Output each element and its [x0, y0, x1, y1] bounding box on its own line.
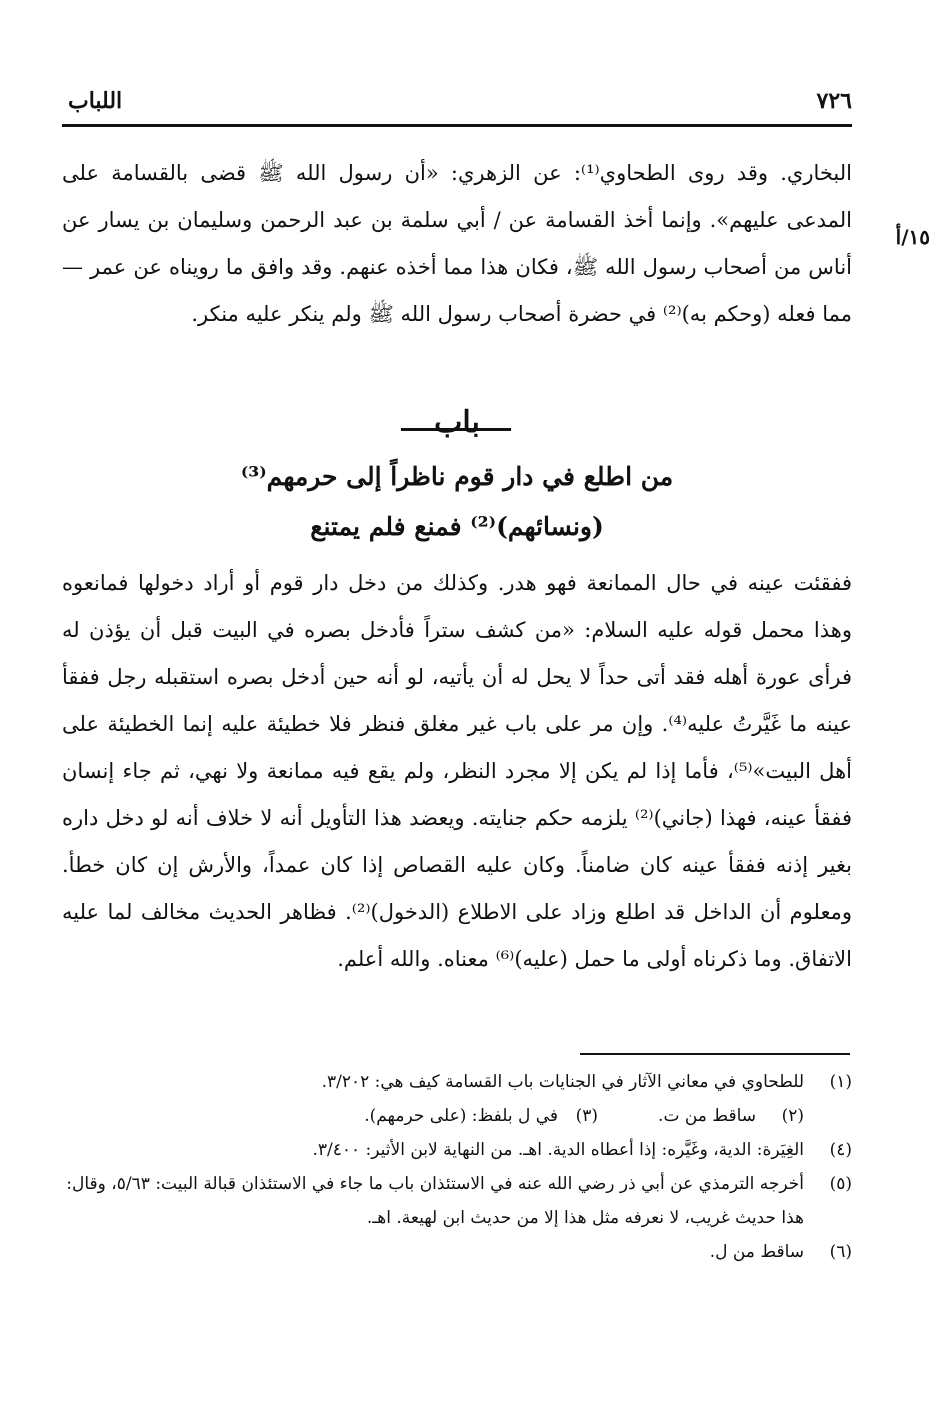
- footnote: [62, 1065, 852, 1099]
- running-title: اللباب: [68, 88, 123, 114]
- footnote-number: (٥): [829, 1174, 852, 1194]
- footnote-text: أخرجه الترمذي عن أبي ذر رضي الله عنه في الاستئذان باب ما جاء في الاستئذان قبالة البيت: ٥/٦٣، وقال: هذا حديث غريب، لا نعرفه مثل هذا إلا من حديث ابن لهيعة. اهـ.: [66, 1174, 804, 1228]
- footnotes-list: [62, 1065, 852, 1269]
- chapter-title-line-2: (ونسائهم)⁽²⁾ فمنع فلم يمتنع: [310, 512, 604, 541]
- paragraph-1: البخاري. وقد روى الطحاوي⁽¹⁾: عن الزهري: «أن رسول الله ﷺ قضى بالقسامة على المدعى عليهم». وإنما أخذ القسامة عن / أبي سلمة بن عبد الرحمن وسليمان بن يسار عن أناس من أصحاب رسول الله ﷺ، فكان هذا مما أخذه عنهم. وقد وافق ما رويناه عن عمر — مما فعله (وحكم به)⁽²⁾ في حضرة أصحاب رسول الله ﷺ ولم ينكر عليه منكر.: [62, 161, 852, 326]
- manuscript-folio-marker: ١٥/أ: [895, 225, 930, 249]
- paragraph-2: ففقئت عينه في حال الممانعة فهو هدر. وكذلك من دخل دار قوم أو أراد دخولها فمانعوه وهذا محمل قوله عليه السلام: «من كشف ستراً فأدخل بصره في البيت قبل أن يؤذن له فرأى عورة أهله فقد أتى حداً لا يحل له أن يأتيه، لو أنه حين أدخل بصره استقبله رجل ففقأ عينه ما غَيَّرتُ عليه⁽⁴⁾. وإن مر على باب غير مغلق فنظر فلا خطيئة عليه إنما الخطيئة على أهل البيت»⁽⁵⁾، فأما إذا لم يكن إلا مجرد النظر، ولم يقع فيه ممانعة ولا نهي، ثم جاء إنسان ففقأ عينه، فهذا (جاني)⁽²⁾ يلزمه حكم جنايته. ويعضد هذا التأويل أنه لا خلاف أنه لو دخل داره بغير إذنه ففقأ عينه كان ضامناً. وكان عليه القصاص إذا كان عمداً، والأرش إن كان خطأ. ومعلوم أن الداخل قد اطلع وزاد على الاطلاع (الدخول)⁽²⁾. فظاهر الحديث مخالف لما عليه الاتفاق. وما ذكرناه أولى ما حمل (عليه)⁽⁶⁾ معناه. والله أعلم.: [62, 571, 853, 971]
- chapter-heading-underline: [401, 428, 511, 431]
- footnote-text: في ل بلفظ: (على حرمهم).: [364, 1106, 559, 1126]
- chapter-heading-bab: باب: [434, 405, 480, 440]
- page-number: ٧٢٦: [816, 88, 852, 114]
- footnote-number: (١): [829, 1072, 852, 1092]
- footnote-text: للطحاوي في معاني الآثار في الجنايات باب القسامة كيف هي: ٣/٢٠٢.: [321, 1072, 804, 1092]
- footnote-number: (٦): [829, 1242, 852, 1262]
- header-rule: [62, 124, 852, 127]
- footnote: [62, 1235, 852, 1269]
- footnote-number: (٣): [575, 1106, 599, 1126]
- footnote-text: ساقط من ل.: [709, 1242, 804, 1262]
- footnote: [62, 1167, 852, 1235]
- footnote-text: الغِيَرة: الدية، وغَيَّره: إذا أعطاه الدية. اهـ. من النهاية لابن الأثير: ٣/٤٠٠.: [312, 1140, 804, 1160]
- footnote-text: ساقط من ت.: [658, 1106, 756, 1126]
- footnote-number: (٢): [781, 1106, 804, 1126]
- footnote-number: (٤): [829, 1140, 852, 1160]
- footnote-row: [62, 1099, 852, 1133]
- footnote: [62, 1133, 852, 1167]
- footnote-separator: [580, 1053, 850, 1055]
- chapter-title-line-1: من اطلع في دار قوم ناظراً إلى حرمهم⁽³⁾: [240, 462, 674, 491]
- page-header: [62, 88, 852, 124]
